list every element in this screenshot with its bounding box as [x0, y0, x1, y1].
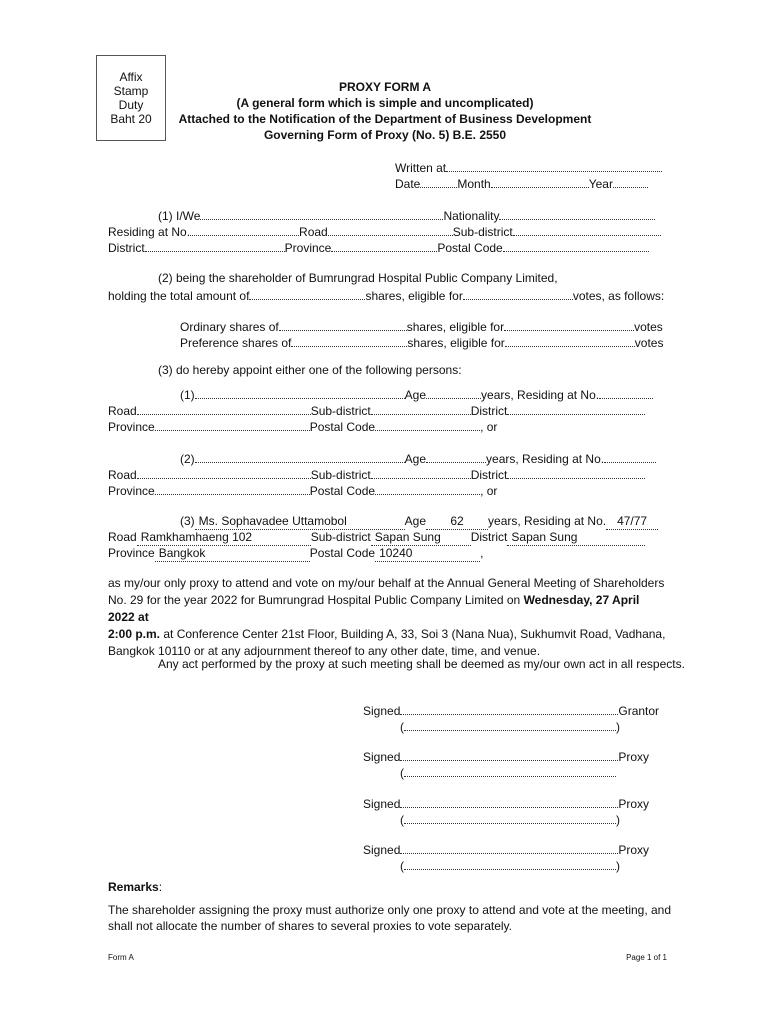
person2-subdistrict-label: Sub-district [310, 468, 371, 482]
written-at-field[interactable] [446, 159, 662, 172]
holding-row [108, 287, 664, 304]
remarks-title: Remarks [108, 880, 159, 894]
shares-eligible-label: shares, eligible for [365, 289, 463, 303]
person3-age-field[interactable]: 62 [426, 514, 488, 530]
proxy3-name-row [400, 857, 620, 874]
person2-name-field[interactable] [195, 450, 405, 463]
close-paren: ) [616, 859, 620, 873]
remarks-colon: : [158, 880, 163, 894]
district-label: District [108, 241, 145, 255]
person3-road-field[interactable]: Ramkhamhaeng 102 [137, 530, 311, 546]
close-paren: ) [616, 720, 620, 734]
person1-name-row [180, 386, 653, 403]
grantor-signature-field[interactable] [400, 702, 618, 715]
proxy2-name-row [400, 811, 620, 828]
person2-road-field[interactable] [137, 466, 311, 479]
proxy-paragraph-text: No. 29 for the year 2022 for Bumrungrad Hospital Public Company Limited on [108, 593, 524, 607]
person2-district-field[interactable] [507, 466, 645, 479]
form-subtitle: (A general form which is simple and uncomplicated) [236, 96, 534, 110]
preference-shares-field[interactable] [291, 334, 407, 347]
person3-comma: , [480, 546, 484, 560]
subdistrict-label: Sub-district [452, 225, 513, 239]
signed-label: Signed [363, 843, 401, 857]
person3-subdistrict-field[interactable]: Sapan Sung [371, 530, 471, 546]
preference-votes-field[interactable] [505, 334, 635, 347]
total-shares-field[interactable] [249, 287, 365, 300]
stamp-line: Duty [118, 98, 144, 112]
postal-field[interactable] [503, 239, 649, 252]
holding-label: holding the total amount of [108, 289, 250, 303]
grantor-signature-row [363, 702, 659, 719]
date-row [395, 175, 648, 192]
proxy1-signature-row [363, 748, 649, 765]
person1-subdistrict-label: Sub-district [310, 404, 371, 418]
ordinary-row [180, 318, 663, 335]
iwe-label: (1) I/We [158, 209, 201, 223]
proxy-paragraph [108, 575, 668, 660]
preference-row [180, 334, 663, 351]
footer-form-label: Form A [108, 953, 134, 962]
person3-number: (3) [180, 514, 195, 528]
proxy-paragraph-line [108, 626, 668, 643]
ordinary-shares-field[interactable] [279, 318, 407, 331]
written-at-row [395, 159, 662, 176]
proxy3-name-field[interactable] [404, 857, 616, 870]
person3-postal-field[interactable]: 10240 [375, 546, 480, 562]
appoint-line: (3) do hereby appoint either one of the following persons: [158, 363, 462, 377]
person1-road-row [108, 402, 645, 419]
person1-province-field[interactable] [155, 418, 310, 431]
proxy2-signature-field[interactable] [400, 795, 618, 808]
person2-postal-label: Postal Code [309, 484, 376, 498]
grantor-name-field[interactable] [404, 718, 616, 731]
person2-age-label: Age [404, 452, 427, 466]
open-paren: ( [400, 859, 404, 873]
date-field[interactable] [420, 175, 457, 188]
close-paren: ) [616, 813, 620, 827]
person2-road-row [108, 466, 645, 483]
person1-district-label: District [470, 404, 508, 418]
form-governing-line: Governing Form of Proxy (No. 5) B.E. 2550 [263, 128, 507, 142]
proxy-paragraph-line [108, 592, 668, 626]
nationality-field[interactable] [499, 207, 655, 220]
form-attached-line: Attached to the Notification of the Department of Business Development [178, 112, 592, 126]
person1-no-field[interactable] [599, 386, 653, 399]
person2-subdistrict-field[interactable] [371, 466, 471, 479]
meeting-time: 2:00 p.m. [108, 627, 161, 641]
grantor-name-row [400, 718, 620, 735]
proxy1-name-field[interactable] [404, 764, 616, 777]
open-paren: ( [400, 720, 404, 734]
person1-age-label: Age [404, 388, 427, 402]
person3-no-field[interactable]: 47/77 [606, 514, 658, 530]
proxy-label: Proxy [618, 843, 650, 857]
person2-residing-label: years, Residing at No. [486, 452, 605, 466]
signed-label: Signed [363, 704, 401, 718]
person3-subdistrict-label: Sub-district [310, 530, 371, 544]
proxy1-name-row [400, 764, 616, 781]
affix-stamp-box [96, 55, 166, 141]
person2-road-label: Road [108, 468, 137, 482]
person1-residing-label: years, Residing at No. [481, 388, 600, 402]
open-paren: ( [400, 813, 404, 827]
person2-postal-field[interactable] [375, 482, 480, 495]
stamp-line: Affix [119, 70, 143, 84]
signed-label: Signed [363, 797, 401, 811]
person1-road-field[interactable] [137, 402, 311, 415]
remarks-heading [108, 880, 162, 895]
person1-province-row [108, 418, 497, 435]
district-row [108, 239, 649, 256]
person3-province-label: Province [108, 546, 155, 560]
residing-row [108, 223, 661, 240]
person2-age-field[interactable] [426, 450, 486, 463]
votes-follows-label: votes, as follows: [572, 289, 665, 303]
person3-name-row [180, 514, 658, 530]
preference-votes-label: votes [634, 336, 664, 350]
deemed-act-line: Any act performed by the proxy at such meeting shall be deemed as my/our own act in all respects. [158, 657, 685, 671]
form-title: PROXY FORM A [338, 80, 431, 94]
date-label: Date [395, 177, 421, 191]
person3-district-field[interactable]: Sapan Sung [507, 530, 645, 546]
stamp-line: Baht 20 [110, 112, 152, 126]
footer-page-number: Page 1 of 1 [626, 953, 667, 962]
person3-district-label: District [470, 530, 508, 544]
person1-name-field[interactable] [195, 386, 405, 399]
person3-postal-label: Postal Code [309, 546, 376, 560]
person1-road-label: Road [108, 404, 137, 418]
signed-label: Signed [363, 750, 401, 764]
grantor-label: Grantor [618, 704, 660, 718]
ordinary-label: Ordinary shares of [180, 320, 279, 334]
proxy-paragraph-line: as my/our only proxy to attend and vote on my/our behalf at the Annual General Meeting of Shareholders [108, 576, 665, 590]
person2-no-field[interactable] [604, 450, 656, 463]
preference-label: Preference shares of [180, 336, 292, 350]
province-label: Province [284, 241, 332, 255]
person2-or-label: , or [480, 484, 498, 498]
shareholder-line: (2) being the shareholder of Bumrungrad Hospital Public Company Limited, [158, 271, 558, 285]
name-field[interactable] [200, 207, 443, 220]
ordinary-votes-label: votes [634, 320, 663, 334]
person2-number: (2) [180, 452, 195, 466]
total-votes-field[interactable] [463, 287, 573, 300]
proxy-label: Proxy [618, 797, 650, 811]
person1-number: (1) [180, 388, 195, 402]
residing-no-field[interactable] [190, 223, 299, 236]
proxy3-signature-row [363, 841, 649, 858]
province-field[interactable] [331, 239, 437, 252]
year-field[interactable] [613, 175, 648, 188]
person1-age-field[interactable] [426, 386, 481, 399]
proxy-paragraph-line: Bangkok 10110 or at any adjournment thereof to any other date, time, and venue. [108, 644, 541, 658]
person3-residing-label: years, Residing at No. [488, 514, 607, 528]
district-field[interactable] [145, 239, 285, 252]
person3-road-row [108, 530, 645, 546]
road-label: Road [299, 225, 328, 239]
nationality-label: Nationality [443, 209, 500, 223]
person3-age-label: Age [404, 514, 427, 528]
person1-province-label: Province [108, 420, 155, 434]
person2-province-field[interactable] [155, 482, 310, 495]
proxy2-signature-row [363, 795, 649, 812]
iwe-row [158, 207, 655, 224]
ordinary-eligible-label: shares, eligible for [406, 320, 505, 334]
person3-province-field[interactable]: Bangkok [155, 546, 310, 562]
residing-label: Residing at No. [108, 225, 191, 239]
preference-eligible-label: shares, eligible for [407, 336, 505, 350]
person3-province-row [108, 546, 483, 562]
proxy3-signature-field[interactable] [400, 841, 618, 854]
subdistrict-field[interactable] [513, 223, 661, 236]
stamp-line: Stamp [113, 84, 149, 98]
person1-or-label: , or [480, 420, 498, 434]
written-at-label: Written at [395, 161, 447, 175]
remarks-text-line: shall not allocate the number of shares to several proxies to vote separately. [108, 919, 512, 933]
person3-name-field[interactable]: Ms. Sophavadee Uttamobol [195, 514, 405, 530]
person1-district-field[interactable] [507, 402, 645, 415]
ordinary-votes-field[interactable] [504, 318, 634, 331]
road-field[interactable] [328, 223, 453, 236]
person1-subdistrict-field[interactable] [371, 402, 471, 415]
proxy-paragraph-text: at Conference Center 21st Floor, Building A, 33, Soi 3 (Nana Nua), Sukhumvit Road, Vadhana, [160, 627, 666, 641]
person2-province-label: Province [108, 484, 155, 498]
year-label: Year [588, 177, 613, 191]
person1-postal-field[interactable] [375, 418, 480, 431]
person3-road-label: Road [108, 530, 137, 544]
person2-district-label: District [470, 468, 508, 482]
proxy1-signature-field[interactable] [400, 748, 618, 761]
remarks-text-line: The shareholder assigning the proxy must authorize only one proxy to attend and vote at the meeting, and [108, 903, 672, 917]
person1-postal-label: Postal Code [309, 420, 376, 434]
person2-name-row [180, 450, 656, 467]
month-field[interactable] [491, 175, 589, 188]
proxy2-name-field[interactable] [404, 811, 616, 824]
month-label: Month [457, 177, 491, 191]
person2-province-row [108, 482, 497, 499]
meeting-date: Wednesday, 27 April 2022 at [108, 593, 640, 624]
postal-label: Postal Code [437, 241, 503, 255]
proxy-label: Proxy [618, 750, 650, 764]
open-paren: ( [400, 766, 404, 780]
